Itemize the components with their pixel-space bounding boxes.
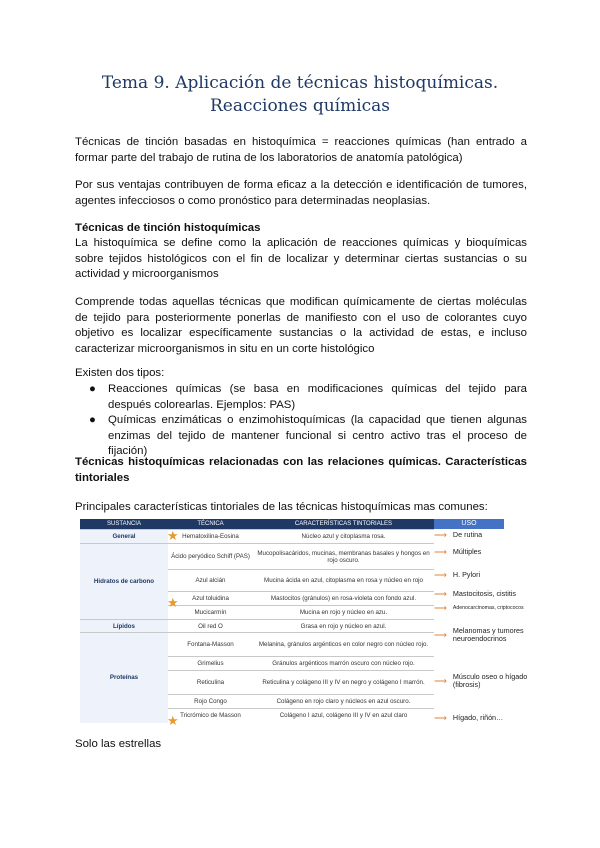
caract-cell: Gránulos argénticos marrón oscuro con núcleo rojo. [253,657,434,671]
arrow-icon: ⟶ [434,630,447,640]
table-row [80,544,434,570]
table-row [80,530,434,544]
table-row [80,620,434,633]
list-item [75,382,527,413]
caract-cell: Núcleo azul y citoplasma rosa. [253,530,434,544]
tecnica-cell: Azul alcián [168,570,253,592]
caract-cell: Reticulina y colágeno III y IV en negro y colágeno I marrón. [253,671,434,695]
list-item-text: Reacciones químicas (se basa en modificaciones químicas del tejido para después colorearlas. Ejemplos: PAS) [108,383,527,411]
uso-text: Adenocarcinomas, criptococos [452,605,524,611]
tecnica-cell: Grimelius [168,657,253,671]
paragraph-definition: La histoquímica se define como la aplicación de reacciones químicas y bioquímicas sobre tejidos histológicos con el fin de localizar y determinar ciertas sustancias o su actividad y microorganismos [75,237,527,281]
table-row [80,633,434,657]
uso-item [434,590,516,598]
uso-item [434,673,534,689]
list-item [75,413,527,460]
paragraph-tipos: Existen dos tipos: [75,367,165,379]
star-icon: ★ [167,713,179,728]
header-sustancia: SUSTANCIA [80,519,168,530]
page-title: Tema 9. Aplicación de técnicas histoquímicas. Reacciones químicas [101,73,499,116]
tintoriales-table [80,519,434,723]
heading-tecnicas-tincion: Técnicas de tinción histoquímicas [75,222,261,234]
uso-item [434,548,481,556]
tecnica-cell: Ácido peryódico Schiff (PAS) [168,544,253,570]
paragraph-intro: Técnicas de tinción basadas en histoquímica = reacciones químicas (han entrado a formar parte del trabajo de rutina de los laboratorios de anatomía patológica) [75,136,527,164]
caract-cell: Mucina en rojo y núcleo en azu. [253,606,434,620]
caract-cell: Mucopolisacáridos, mucinas, membranas basales y hongos en rojo oscuro. [253,544,434,570]
header-uso: USO [434,519,504,529]
arrow-icon: ⟶ [434,570,447,580]
uso-text: Mastocitosis, cistitis [452,589,517,598]
heading-caracteristicas: Técnicas histoquímicas relacionadas con las relaciones químicas. Características tintoriales [75,456,527,484]
caract-cell: Colágeno en rojo claro y núcleos en azul oscuro. [253,695,434,709]
uso-column [434,529,539,732]
uso-text: Múltiples [452,547,482,556]
uso-text: Melanomas y tumores neuroendocrinos [452,626,524,643]
arrow-icon: ⟶ [434,713,447,723]
paragraph-solo: Solo las estrellas [75,738,162,750]
arrow-icon: ⟶ [434,547,447,557]
table-header-row [80,519,434,530]
caract-cell: Grasa en rojo y núcleo en azul. [253,620,434,633]
arrow-icon: ⟶ [434,589,447,599]
uso-text: H. Pylori [452,570,481,579]
uso-item [434,571,480,579]
paragraph-principales: Principales características tintoriales de las técnicas histoquímicas mas comunes: [75,501,488,513]
uso-item [434,604,524,612]
category-lipidos: Lípidos [80,620,168,633]
header-tecnica: TÉCNICA [168,519,253,530]
uso-text: Hígado, riñón… [452,713,504,722]
arrow-icon: ⟶ [434,676,447,686]
tecnica-cell: Reticulina [168,671,253,695]
list-item-text: Químicas enzimáticas o enzimohistoquímicas (la capacidad que tienen algunas enzimas del tejido de mantener funcional si centro activo tras el proceso de fijación) [108,414,527,458]
caract-cell: Mucina ácida en azul, citoplasma en rosa y núcleo en rojo [253,570,434,592]
category-proteinas: Proteínas [80,633,168,723]
arrow-icon: ⟶ [434,603,447,613]
tecnica-cell: Rojo Congo [168,695,253,709]
star-icon: ★ [167,528,179,543]
tecnica-cell: Tricrómico de Masson [168,709,253,723]
tipos-list [75,382,527,460]
bullet-icon: ● [89,414,96,427]
paragraph-comprende: Comprende todas aquellas técnicas que modifican químicamente de ciertas moléculas de tejido para posteriormente ponerlas de manifiesto con el uso de colorantes cuyo objetivo es localizar específicamente sustancias o la actividad de estas, e incluso caracterizar microorganismos in situ en un corte histológico [75,296,527,355]
uso-item [434,714,503,722]
tecnica-cell: Fontana-Masson [168,633,253,657]
caract-cell: Mastocitos (gránulos) en rosa-violeta con fondo azul. [253,592,434,606]
uso-item [434,531,482,539]
tecnica-cell: Azul toluidina [168,592,253,606]
bullet-icon: ● [89,383,96,395]
category-general: General [80,530,168,544]
tecnica-cell: Hematoxilina-Eosina [168,530,253,544]
paragraph-advantages: Por sus ventajas contribuyen de forma eficaz a la detección e identificación de tumores, agentes infecciosos o como pronóstico para determinadas neoplasias. [75,179,527,207]
star-icon: ★ [167,595,179,610]
uso-item [434,627,534,643]
header-caracteristicas: CARACTERÍSTICAS TINTORIALES [253,519,434,530]
arrow-icon: ⟶ [434,530,447,540]
tecnica-cell: Oil red O [168,620,253,633]
uso-text: Músculo oseo o hígado (fibrosis) [452,672,528,689]
uso-text: De rutina [452,530,483,539]
caract-cell: Colágeno I azul, colágeno III y IV en azul claro [253,709,434,723]
tecnica-cell: Mucicarmín [168,606,253,620]
category-hidratos: Hidratos de carbono [80,544,168,620]
caract-cell: Melanina, gránulos argénticos en color negro con núcleo rojo. [253,633,434,657]
